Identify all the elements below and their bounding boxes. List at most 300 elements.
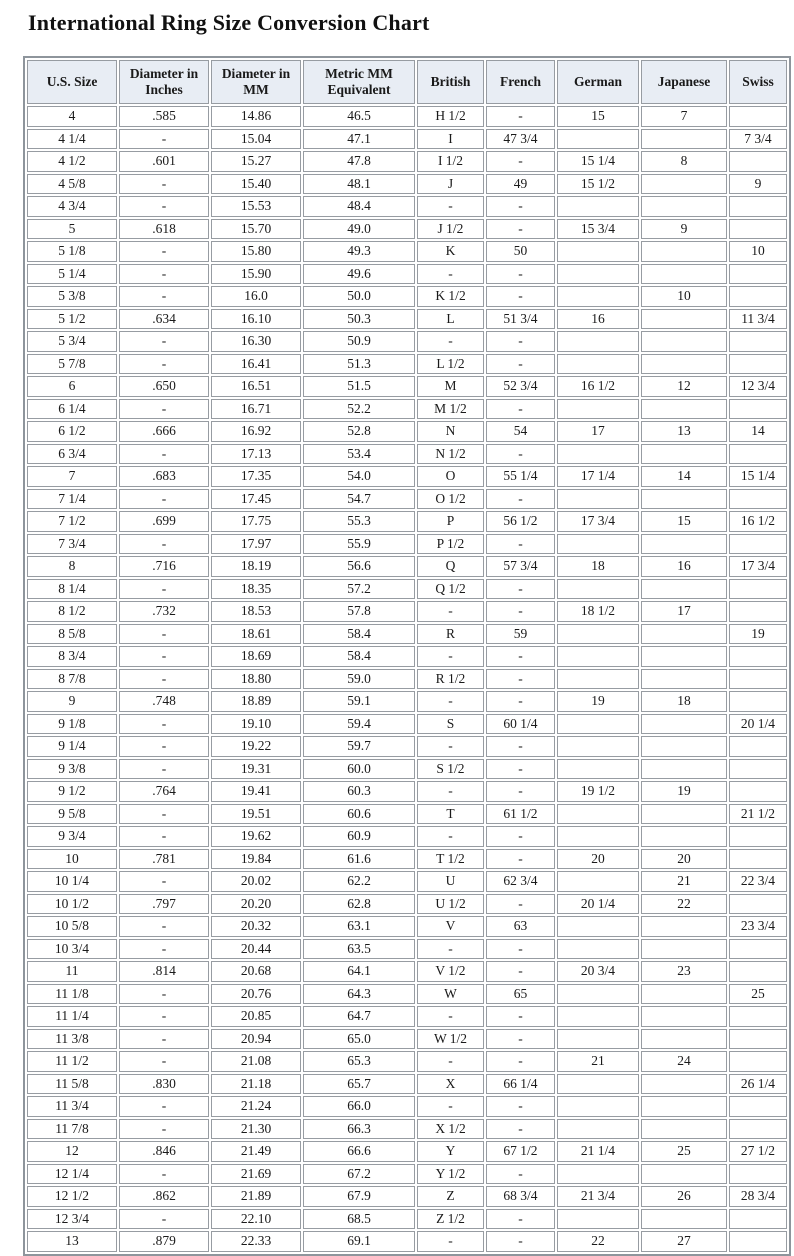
table-cell: S 1/2 — [417, 759, 484, 780]
table-cell: 7 — [641, 106, 727, 127]
table-cell: 22 3/4 — [729, 871, 787, 892]
table-row — [27, 264, 787, 285]
table-row — [27, 151, 787, 172]
table-cell — [729, 1231, 787, 1252]
table-cell: 21 1/2 — [729, 804, 787, 825]
table-cell: 66.6 — [303, 1141, 415, 1162]
table-cell: - — [119, 669, 209, 690]
table-cell: 63.1 — [303, 916, 415, 937]
table-cell: 7 1/2 — [27, 511, 117, 532]
table-cell: 4 3/4 — [27, 196, 117, 217]
column-header: Diameter in MM — [211, 60, 301, 104]
table-cell — [729, 669, 787, 690]
table-cell: 20.76 — [211, 984, 301, 1005]
table-cell: 21.08 — [211, 1051, 301, 1072]
table-cell: W 1/2 — [417, 1029, 484, 1050]
table-cell: R — [417, 624, 484, 645]
table-cell — [557, 1006, 639, 1027]
table-cell — [557, 579, 639, 600]
table-cell — [557, 1096, 639, 1117]
table-cell: 15.40 — [211, 174, 301, 195]
table-cell: 11 1/8 — [27, 984, 117, 1005]
table-cell: 19 1/2 — [557, 781, 639, 802]
table-cell: .781 — [119, 849, 209, 870]
table-cell — [557, 241, 639, 262]
table-cell — [641, 984, 727, 1005]
table-cell: 20 1/4 — [557, 894, 639, 915]
table-cell: 22.10 — [211, 1209, 301, 1230]
table-cell: 9 — [27, 691, 117, 712]
table-cell: - — [486, 646, 555, 667]
table-cell: - — [417, 601, 484, 622]
table-cell: 9 3/8 — [27, 759, 117, 780]
table-cell: 55.9 — [303, 534, 415, 555]
table-cell — [557, 759, 639, 780]
table-cell: M — [417, 376, 484, 397]
table-row — [27, 1119, 787, 1140]
table-cell: 13 — [641, 421, 727, 442]
table-cell: 15 1/2 — [557, 174, 639, 195]
table-cell: - — [486, 219, 555, 240]
table-cell: - — [486, 489, 555, 510]
table-cell: 10 — [27, 849, 117, 870]
table-cell: O 1/2 — [417, 489, 484, 510]
table-cell: 16.71 — [211, 399, 301, 420]
table-cell: - — [486, 1006, 555, 1027]
table-cell: 6 — [27, 376, 117, 397]
table-cell: 18.53 — [211, 601, 301, 622]
table-row — [27, 691, 787, 712]
table-cell: - — [119, 714, 209, 735]
table-cell: 54.7 — [303, 489, 415, 510]
table-cell: 49.3 — [303, 241, 415, 262]
table-cell: W — [417, 984, 484, 1005]
table-cell: 48.4 — [303, 196, 415, 217]
table-row — [27, 759, 787, 780]
table-row — [27, 714, 787, 735]
table-cell: 66.0 — [303, 1096, 415, 1117]
table-row — [27, 219, 787, 240]
table-cell — [557, 714, 639, 735]
table-cell: 5 1/2 — [27, 309, 117, 330]
table-cell: - — [417, 826, 484, 847]
table-cell: 15 — [557, 106, 639, 127]
table-cell: 10 1/4 — [27, 871, 117, 892]
table-cell: 7 3/4 — [27, 534, 117, 555]
table-cell: 16.51 — [211, 376, 301, 397]
table-cell: - — [119, 759, 209, 780]
table-cell: - — [119, 444, 209, 465]
table-cell: 64.7 — [303, 1006, 415, 1027]
table-cell — [729, 354, 787, 375]
table-cell: M 1/2 — [417, 399, 484, 420]
table-cell: - — [119, 354, 209, 375]
table-cell: I 1/2 — [417, 151, 484, 172]
table-cell: 16.41 — [211, 354, 301, 375]
table-cell: 52.8 — [303, 421, 415, 442]
table-cell — [557, 1029, 639, 1050]
table-cell: 15 1/4 — [557, 151, 639, 172]
table-cell: - — [119, 624, 209, 645]
table-cell: 16 1/2 — [729, 511, 787, 532]
table-cell: 16 1/2 — [557, 376, 639, 397]
table-cell: 11 3/4 — [27, 1096, 117, 1117]
table-cell: - — [486, 736, 555, 757]
table-cell: 52.2 — [303, 399, 415, 420]
table-cell: 66 1/4 — [486, 1074, 555, 1095]
table-cell — [729, 106, 787, 127]
table-cell: 4 — [27, 106, 117, 127]
table-cell: 65.7 — [303, 1074, 415, 1095]
table-cell — [641, 1006, 727, 1027]
table-cell: 22 — [557, 1231, 639, 1252]
table-cell: T 1/2 — [417, 849, 484, 870]
table-cell — [729, 286, 787, 307]
table-cell: 26 1/4 — [729, 1074, 787, 1095]
table-cell — [557, 1074, 639, 1095]
table-row — [27, 534, 787, 555]
table-cell: 16.30 — [211, 331, 301, 352]
table-cell: - — [417, 1006, 484, 1027]
table-row — [27, 624, 787, 645]
table-cell: 16.0 — [211, 286, 301, 307]
table-cell — [641, 264, 727, 285]
table-cell: - — [486, 894, 555, 915]
table-cell — [641, 916, 727, 937]
table-row — [27, 331, 787, 352]
table-cell: 15.70 — [211, 219, 301, 240]
table-row — [27, 1096, 787, 1117]
table-cell: .634 — [119, 309, 209, 330]
table-cell: - — [119, 1096, 209, 1117]
table-cell: 47 3/4 — [486, 129, 555, 150]
table-cell: 63 — [486, 916, 555, 937]
table-cell: 9 3/4 — [27, 826, 117, 847]
table-cell: .797 — [119, 894, 209, 915]
table-cell — [641, 534, 727, 555]
table-cell: 50.3 — [303, 309, 415, 330]
table-cell: - — [486, 1119, 555, 1140]
table-row — [27, 1231, 787, 1252]
table-row — [27, 736, 787, 757]
table-cell: 19.31 — [211, 759, 301, 780]
table-cell — [729, 736, 787, 757]
table-cell — [729, 961, 787, 982]
table-cell: 8 7/8 — [27, 669, 117, 690]
table-row — [27, 354, 787, 375]
table-cell: .683 — [119, 466, 209, 487]
table-row — [27, 1209, 787, 1230]
table-cell: 8 1/2 — [27, 601, 117, 622]
table-cell: 15 1/4 — [729, 466, 787, 487]
table-cell: 21.69 — [211, 1164, 301, 1185]
table-cell: P 1/2 — [417, 534, 484, 555]
table-cell: 6 1/4 — [27, 399, 117, 420]
table-cell: L 1/2 — [417, 354, 484, 375]
table-cell — [641, 669, 727, 690]
table-cell: 6 3/4 — [27, 444, 117, 465]
table-cell: 20.44 — [211, 939, 301, 960]
table-row — [27, 466, 787, 487]
table-cell — [557, 1164, 639, 1185]
table-cell: 8 — [27, 556, 117, 577]
table-cell: - — [119, 804, 209, 825]
table-cell: 47.8 — [303, 151, 415, 172]
table-cell: 17 — [557, 421, 639, 442]
table-cell: 59.7 — [303, 736, 415, 757]
table-cell: Y — [417, 1141, 484, 1162]
table-cell: - — [486, 826, 555, 847]
table-row — [27, 1164, 787, 1185]
table-row — [27, 669, 787, 690]
table-cell — [641, 309, 727, 330]
table-cell: 26 — [641, 1186, 727, 1207]
table-cell — [729, 781, 787, 802]
table-cell: - — [119, 916, 209, 937]
table-cell: - — [119, 174, 209, 195]
table-cell: 49 — [486, 174, 555, 195]
table-cell: - — [486, 354, 555, 375]
table-cell: - — [119, 1209, 209, 1230]
table-cell — [729, 489, 787, 510]
table-cell — [641, 1074, 727, 1095]
table-cell: 58.4 — [303, 624, 415, 645]
table-cell — [557, 736, 639, 757]
table-cell: 17.75 — [211, 511, 301, 532]
table-cell — [557, 354, 639, 375]
table-cell — [557, 646, 639, 667]
table-cell: 60.0 — [303, 759, 415, 780]
table-cell: 21.89 — [211, 1186, 301, 1207]
table-cell — [641, 1096, 727, 1117]
table-cell: - — [486, 759, 555, 780]
table-row — [27, 601, 787, 622]
table-cell: Q 1/2 — [417, 579, 484, 600]
table-cell — [557, 1119, 639, 1140]
table-cell — [729, 534, 787, 555]
table-cell: I — [417, 129, 484, 150]
table-cell — [729, 1164, 787, 1185]
table-cell: 66.3 — [303, 1119, 415, 1140]
table-cell: - — [486, 264, 555, 285]
table-cell — [729, 939, 787, 960]
table-cell: 18.69 — [211, 646, 301, 667]
table-cell — [729, 826, 787, 847]
table-cell: 54 — [486, 421, 555, 442]
table-cell: .650 — [119, 376, 209, 397]
table-cell: 69.1 — [303, 1231, 415, 1252]
table-cell: 12 1/2 — [27, 1186, 117, 1207]
table-cell: .716 — [119, 556, 209, 577]
table-row — [27, 421, 787, 442]
table-cell: 9 1/8 — [27, 714, 117, 735]
table-row — [27, 1074, 787, 1095]
table-cell: - — [486, 1096, 555, 1117]
table-cell — [641, 579, 727, 600]
table-cell: R 1/2 — [417, 669, 484, 690]
table-cell — [729, 849, 787, 870]
table-cell: 60.9 — [303, 826, 415, 847]
table-cell: 5 3/8 — [27, 286, 117, 307]
table-cell: 19.10 — [211, 714, 301, 735]
table-cell: 59.4 — [303, 714, 415, 735]
table-cell: K — [417, 241, 484, 262]
table-cell: 19.62 — [211, 826, 301, 847]
table-cell: 19 — [729, 624, 787, 645]
table-cell: .846 — [119, 1141, 209, 1162]
table-cell: .748 — [119, 691, 209, 712]
table-cell — [557, 1209, 639, 1230]
table-cell: 6 1/2 — [27, 421, 117, 442]
table-cell — [729, 1209, 787, 1230]
table-cell: 15.53 — [211, 196, 301, 217]
table-cell: 10 — [729, 241, 787, 262]
table-cell: 21.30 — [211, 1119, 301, 1140]
table-cell: 67.2 — [303, 1164, 415, 1185]
table-cell: - — [486, 106, 555, 127]
table-cell: 17.13 — [211, 444, 301, 465]
table-cell: J 1/2 — [417, 219, 484, 240]
column-header: Diameter in Inches — [119, 60, 209, 104]
table-cell: - — [417, 691, 484, 712]
table-cell: 19.84 — [211, 849, 301, 870]
table-cell — [557, 624, 639, 645]
table-cell: 11 3/8 — [27, 1029, 117, 1050]
table-cell — [729, 151, 787, 172]
table-cell: - — [486, 691, 555, 712]
table-cell: 25 — [641, 1141, 727, 1162]
table-cell: 64.1 — [303, 961, 415, 982]
table-cell: 15.27 — [211, 151, 301, 172]
table-cell: - — [486, 849, 555, 870]
table-cell: 47.1 — [303, 129, 415, 150]
table-cell — [729, 1096, 787, 1117]
table-cell: 11 — [27, 961, 117, 982]
table-cell: 20 — [557, 849, 639, 870]
table-cell: 57 3/4 — [486, 556, 555, 577]
table-cell: 19.41 — [211, 781, 301, 802]
table-cell: 51 3/4 — [486, 309, 555, 330]
table-row — [27, 399, 787, 420]
table-cell: .585 — [119, 106, 209, 127]
table-row — [27, 286, 787, 307]
table-cell — [641, 939, 727, 960]
table-cell: 9 — [729, 174, 787, 195]
table-cell: N — [417, 421, 484, 442]
table-cell: - — [119, 534, 209, 555]
table-cell: S — [417, 714, 484, 735]
table-cell: 19 — [557, 691, 639, 712]
table-cell: - — [417, 331, 484, 352]
table-cell: - — [119, 241, 209, 262]
table-cell: - — [119, 1164, 209, 1185]
table-cell: .666 — [119, 421, 209, 442]
table-cell: 60.3 — [303, 781, 415, 802]
table-cell: - — [417, 1096, 484, 1117]
table-cell: 57.8 — [303, 601, 415, 622]
table-row — [27, 781, 787, 802]
table-cell: 22.33 — [211, 1231, 301, 1252]
table-cell — [557, 939, 639, 960]
table-cell: 65.3 — [303, 1051, 415, 1072]
table-cell: 20 1/4 — [729, 714, 787, 735]
table-cell: 15.90 — [211, 264, 301, 285]
table-cell: 11 7/8 — [27, 1119, 117, 1140]
table-cell: 18 — [641, 691, 727, 712]
table-cell: 20 3/4 — [557, 961, 639, 982]
table-cell — [557, 331, 639, 352]
table-cell: 7 1/4 — [27, 489, 117, 510]
table-cell — [729, 691, 787, 712]
table-cell: X 1/2 — [417, 1119, 484, 1140]
table-cell: U 1/2 — [417, 894, 484, 915]
table-cell: 12 3/4 — [729, 376, 787, 397]
table-row — [27, 1051, 787, 1072]
table-row — [27, 309, 787, 330]
table-cell — [557, 286, 639, 307]
table-cell — [557, 399, 639, 420]
table-cell: Y 1/2 — [417, 1164, 484, 1185]
table-row — [27, 1029, 787, 1050]
table-cell: 7 3/4 — [729, 129, 787, 150]
table-cell: - — [417, 781, 484, 802]
table-cell: U — [417, 871, 484, 892]
table-cell: 20.20 — [211, 894, 301, 915]
table-cell: - — [486, 399, 555, 420]
table-row — [27, 376, 787, 397]
table-cell: - — [486, 961, 555, 982]
table-cell: L — [417, 309, 484, 330]
table-cell: 7 — [27, 466, 117, 487]
table-cell: - — [119, 984, 209, 1005]
table-row — [27, 174, 787, 195]
column-header: Japanese — [641, 60, 727, 104]
header-row — [27, 60, 787, 104]
table-cell: - — [119, 331, 209, 352]
table-row — [27, 984, 787, 1005]
table-cell: 18.80 — [211, 669, 301, 690]
table-cell: - — [486, 781, 555, 802]
table-cell — [557, 264, 639, 285]
table-cell: 13 — [27, 1231, 117, 1252]
table-cell: 8 — [641, 151, 727, 172]
table-cell: 17.97 — [211, 534, 301, 555]
table-cell: 15.04 — [211, 129, 301, 150]
table-row — [27, 894, 787, 915]
table-cell: 9 — [641, 219, 727, 240]
table-cell — [557, 489, 639, 510]
table-cell: K 1/2 — [417, 286, 484, 307]
column-header: Swiss — [729, 60, 787, 104]
table-cell — [557, 669, 639, 690]
table-cell: 5 1/8 — [27, 241, 117, 262]
table-cell: 11 5/8 — [27, 1074, 117, 1095]
table-cell: - — [486, 579, 555, 600]
table-cell: 15.80 — [211, 241, 301, 262]
table-body — [27, 106, 787, 1252]
table-cell: 52 3/4 — [486, 376, 555, 397]
table-row — [27, 1141, 787, 1162]
table-row — [27, 106, 787, 127]
table-cell: 12 3/4 — [27, 1209, 117, 1230]
table-cell: 20.32 — [211, 916, 301, 937]
table-row — [27, 241, 787, 262]
table-cell: 20.85 — [211, 1006, 301, 1027]
table-cell — [729, 444, 787, 465]
table-cell: 21 — [641, 871, 727, 892]
table-cell: - — [119, 826, 209, 847]
table-cell: 20.02 — [211, 871, 301, 892]
